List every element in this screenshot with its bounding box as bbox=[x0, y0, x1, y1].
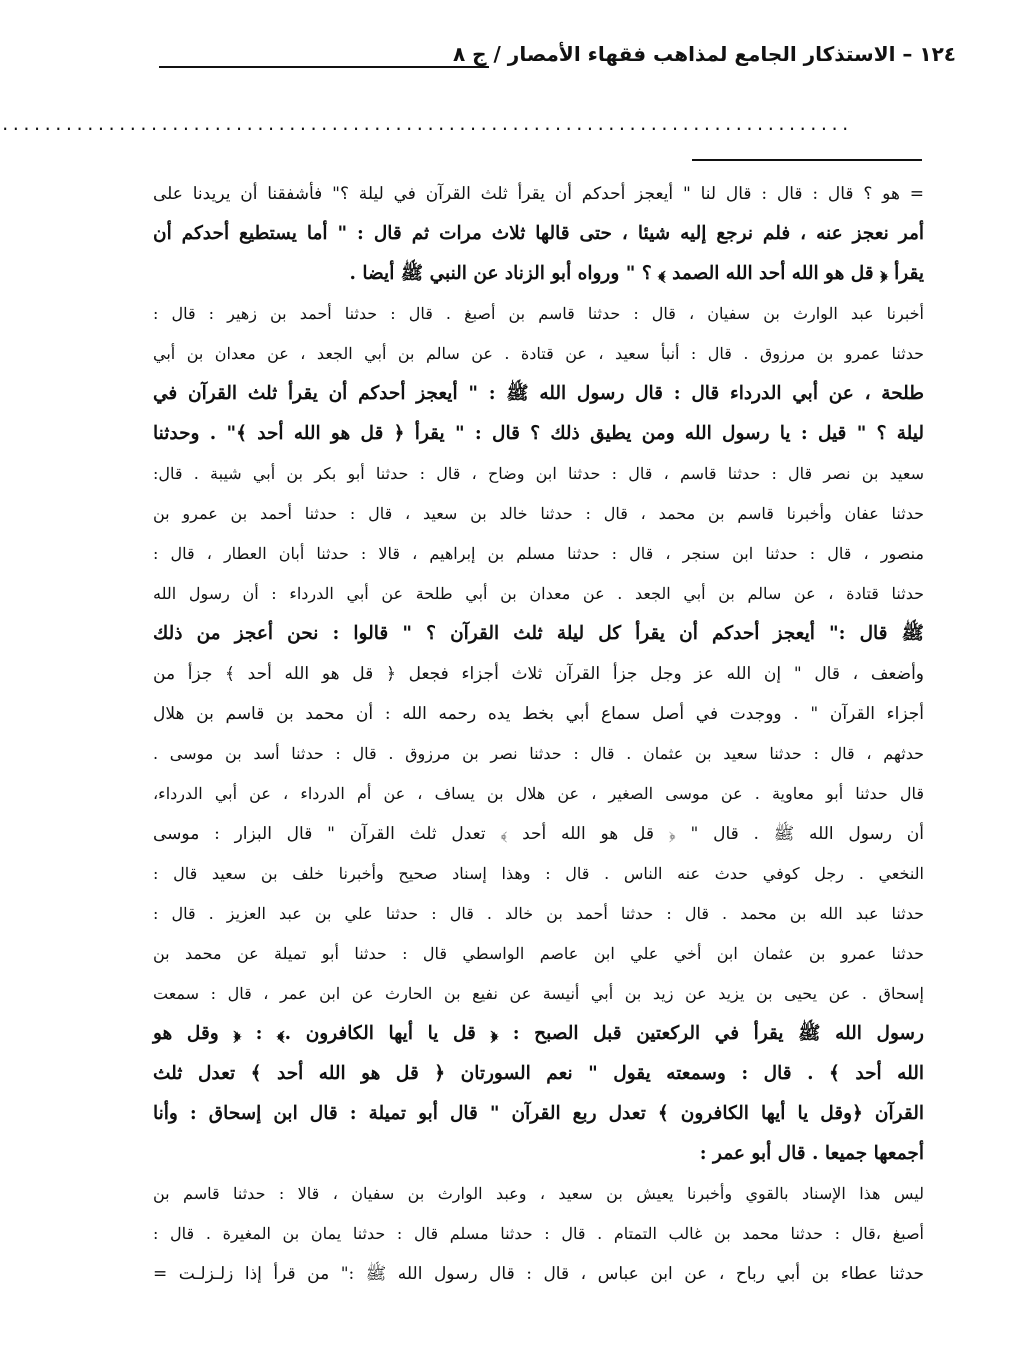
text-line: حدثهم ، قال : حدثنا سعيد بن عثمان . قال : حدثنا نصر بن مرزوق . قال : حدثنا أسد بن موسى . bbox=[153, 744, 924, 763]
text-line: سعيد بن نصر قال : حدثنا قاسم ، قال : حدثنا ابن وضاح ، قال : حدثنا أبو بكر بن أبي شيبة . قال: bbox=[153, 464, 924, 483]
text-line: وأضعف ، قال " إن الله عز وجل جزأ القرآن ثلاث أجزاء فجعل ﴿ قل هو الله أحد ﴾ جزأ من bbox=[153, 664, 924, 684]
text-line: أجزاء القرآن " . ووجدت في أصل سماع أبي بخط يده رحمه الله : أن محمد بن قاسم بن هلال bbox=[153, 704, 924, 724]
text-line: حدثنا عفان وأخبرنا قاسم بن محمد ، قال : حدثنا خالد بن سعيد ، قال : حدثنا أحمد بن عمرو بن bbox=[153, 504, 925, 523]
text-line: حدثنا عمرو بن مرزوق . قال : أنبأ سعيد ، عن قتادة . عن سالم بن أبي الجعد ، عن معدان بن أبي bbox=[153, 344, 924, 363]
header-rule bbox=[159, 66, 489, 68]
text-line: رسول الله ﷺ يقرأ في الركعتين قبل الصبح : ﴿ قل يا أيها الكافرون .﴾ : ﴿ وقل هو bbox=[153, 1023, 924, 1044]
text-line: ﷺ قال :" أيعجز أحدكم أن يقرأ كل ليلة ثلث القرآن ؟ " قالوا : نحن أعجز من ذلك bbox=[153, 623, 924, 644]
text-line: يقرأ ﴿ قل هو الله أحد الله الصمد ﴾ ؟ " ورواه أبو الزناد عن النبي ﷺ أيضا . bbox=[349, 263, 924, 284]
text-line: أخبرنا عبد الوارث بن سفيان ، قال : حدثنا قاسم بن أصبغ . قال : حدثنا أحمد بن زهير : قال : bbox=[153, 304, 924, 323]
text-line: إسحاق . عن يحيى بن يزيد عن زيد بن أبي أنيسة عن نفيع بن الحارث عن ابن عمر ، قال : سمعت bbox=[153, 984, 925, 1003]
text-line: = هو ؟ قال : قال : قال لنا " أيعجز أحدكم أن يقرأ ثلث القرآن في ليلة ؟" فأشفقنا أن يريدنا على bbox=[153, 184, 924, 204]
text-line: القرآن ﴿وقل يا أيها الكافرون ﴾ تعدل ربع القرآن " قال أبو تميلة : قال ابن إسحاق : وأنا bbox=[153, 1103, 924, 1124]
text-line: أن رسول الله ﷺ . قال " ﴿ قل هو الله أحد ﴾ تعدل ثلث القرآن " قال البزار : موسى bbox=[153, 824, 924, 844]
text-line: أمر نعجز عنه ، فلم نرجع إليه شيئا ، حتى قالها ثلاث مرات ثم قال : " أما يستطيع أحدكم أن bbox=[153, 223, 924, 244]
text-line: حدثنا قتادة ، عن سالم بن أبي الجعد . عن معدان بن أبي طلحة عن أبي الدرداء : أن رسول الله bbox=[153, 584, 924, 603]
text-line: حدثنا عمرو بن عثمان ابن أخي علي ابن عاصم الواسطي قال : حدثنا أبو تميلة عن محمد بن bbox=[153, 944, 924, 963]
text-line: أجمعها جميعا . قال أبو عمر : bbox=[699, 1143, 924, 1164]
text-line: ليلة ؟ " قيل : يا رسول الله ومن يطيق ذلك ؟ قال : " يقرأ ﴿ قل هو الله أحد ﴾" . وحدثنا bbox=[153, 423, 924, 444]
text-line: قال حدثنا أبو معاوية . عن موسى الصغير ، عن هلال بن يساف ، عن أم الدرداء ، عن أبي الدرداء، bbox=[153, 784, 924, 803]
text-line: الله أحد ﴾ . قال : وسمعته يقول " نعم السورتان ﴿ قل هو الله أحد ﴾ تعدل ثلث bbox=[153, 1063, 924, 1084]
text-line: حدثنا عطاء بن أبي رباح ، عن ابن عباس ، قال : قال رسول الله ﷺ :" من قرأ إذا زلـزلـت = bbox=[153, 1264, 924, 1284]
short-rule bbox=[692, 159, 922, 161]
body-text bbox=[153, 174, 924, 1294]
text-line: طلحة ، عن أبي الدرداء قال : قال رسول الله ﷺ : " أيعجز أحدكم أن يقرأ ثلث القرآن في bbox=[153, 383, 924, 404]
text-line: منصور ، قال : حدثنا ابن سنجر ، قال : حدثنا مسلم بن إبراهيم ، قالا : حدثنا أبان العطار ، قال : bbox=[153, 544, 924, 563]
text-line: حدثنا عبد الله بن محمد . قال : حدثنا أحمد بن خالد . قال : حدثنا علي بن عبد العزيز . قال : bbox=[153, 904, 925, 923]
text-line: أصبغ ،قال : حدثنا محمد بن غالب التمتام . قال : حدثنا مسلم قال : حدثنا يمان بن المغيرة . قال : bbox=[153, 1224, 924, 1243]
text-line: ليس هذا الإسناد بالقوي وأخبرنا يعيش بن سعيد ، وعبد الوارث بن سفيان ، قالا : حدثنا قاسم بن bbox=[153, 1184, 924, 1203]
text-line: النخعي . رجل كوفي حدث عنه الناس . قال : وهذا إسناد صحيح وأخبرنا خلف بن سعيد قال : bbox=[153, 864, 925, 883]
running-head: ١٢٤ – الاستذكار الجامع لمذاهب فقهاء الأمصار / ج ٨ bbox=[452, 42, 956, 66]
dotted-separator: ................................................................................ bbox=[0, 115, 851, 134]
